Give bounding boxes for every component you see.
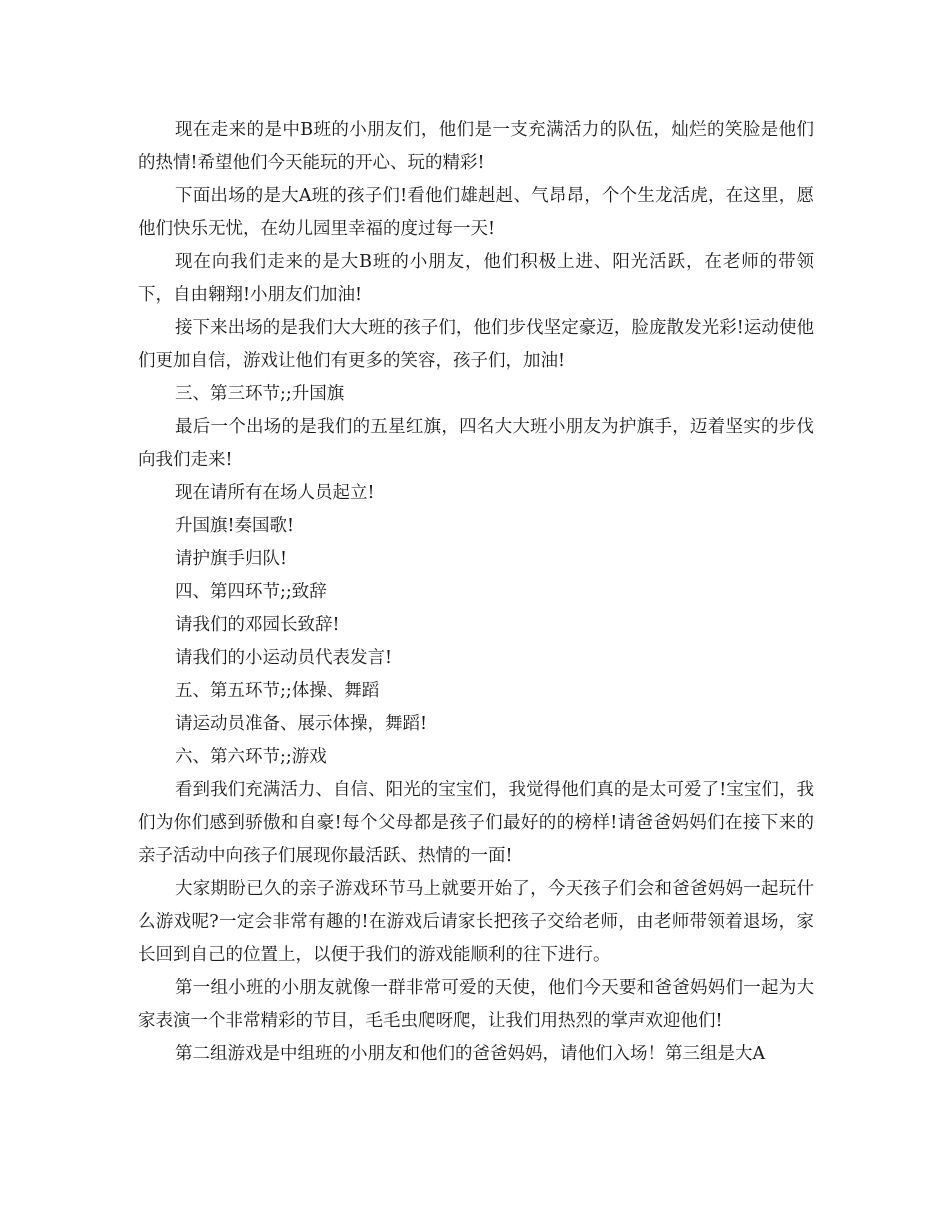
document-body <box>138 114 814 1071</box>
paragraph: 现在向我们走来的是大B班的小朋友，他们积极上进、阳光活跃，在老师的带领下，自由翱翔!小朋友们加油! <box>138 252 814 305</box>
paragraph: 现在走来的是中B班的小朋友们，他们是一支充满活力的队伍，灿烂的笑脸是他们的热情!希望他们今天能玩的开心、玩的精彩! <box>138 120 814 173</box>
section-heading: 三、第三环节;;升国旗 <box>175 384 345 404</box>
paragraph: 接下来出场的是我们大大班的孩子们，他们步伐坚定豪迈，脸庞散发光彩!运动使他们更加自信，游戏让他们有更多的笑容，孩子们，加油! <box>138 318 814 371</box>
section-heading: 四、第四环节;;致辞 <box>175 582 327 602</box>
paragraph: 第一组小班的小朋友就像一群非常可爱的天使，他们今天要和爸爸妈妈们一起为大家表演一个非常精彩的节目，毛毛虫爬呀爬，让我们用热烈的掌声欢迎他们! <box>138 978 814 1031</box>
paragraph: 升国旗!奏国歌! <box>175 516 295 536</box>
section-heading: 五、第五环节;;体操、舞蹈 <box>175 681 380 701</box>
paragraph: 第二组游戏是中组班的小朋友和他们的爸爸妈妈，请他们入场！第三组是大A <box>175 1044 766 1064</box>
paragraph: 现在请所有在场人员起立! <box>175 483 375 503</box>
paragraph: 大家期盼已久的亲子游戏环节马上就要开始了，今天孩子们会和爸爸妈妈一起玩什么游戏呢?一定会非常有趣的!在游戏后请家长把孩子交给老师，由老师带领着退场，家长回到自己的位置上，以便于我们的游戏能顺利的往下进行。 <box>138 879 814 965</box>
section-heading: 六、第六环节;;游戏 <box>175 747 327 767</box>
paragraph: 请我们的小运动员代表发言! <box>175 648 393 668</box>
paragraph: 下面出场的是大A班的孩子们!看他们雄赳赳、气昂昂，个个生龙活虎，在这里，愿他们快乐无忧，在幼儿园里幸福的度过每一天! <box>138 186 814 239</box>
paragraph: 请运动员准备、展示体操，舞蹈! <box>175 714 428 734</box>
paragraph: 看到我们充满活力、自信、阳光的宝宝们，我觉得他们真的是太可爱了!宝宝们，我们为你们感到骄傲和自豪!每个父母都是孩子们最好的的榜样!请爸爸妈妈们在接下来的亲子活动中向孩子们展现你最活跃、热情的一面! <box>138 780 814 866</box>
paragraph: 最后一个出场的是我们的五星红旗，四名大大班小朋友为护旗手，迈着坚实的步伐向我们走来! <box>138 417 814 470</box>
paragraph: 请护旗手归队! <box>175 549 288 569</box>
paragraph: 请我们的邓园长致辞! <box>175 615 340 635</box>
